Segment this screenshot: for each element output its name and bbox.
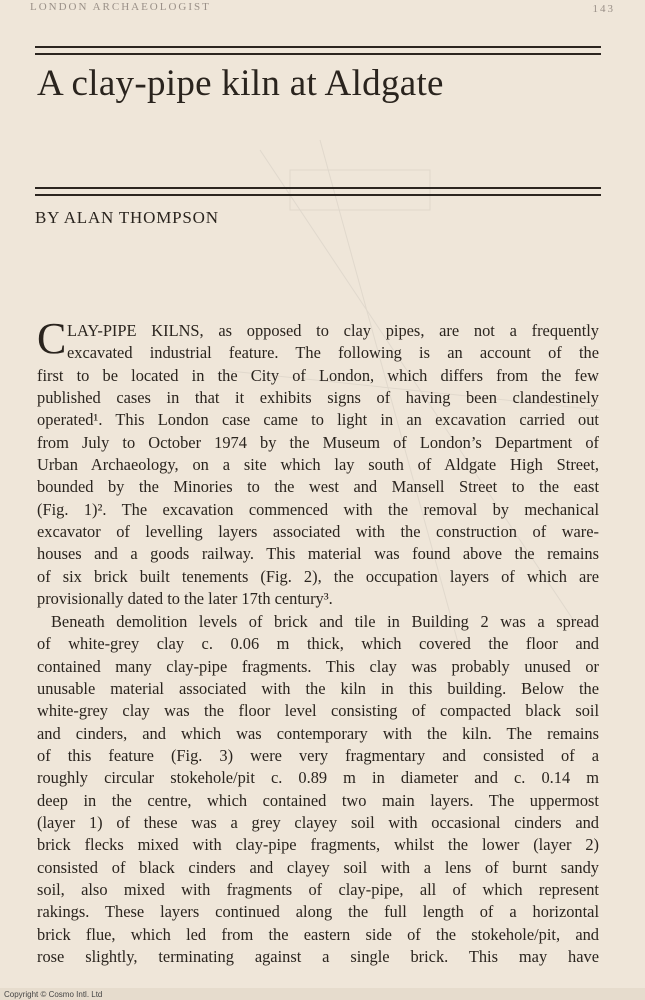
text-line: houses and a goods railway. This material was found above the remains xyxy=(37,544,599,564)
running-head-text: LONDON ARCHAEOLOGIST xyxy=(30,1,211,13)
running-head xyxy=(30,0,615,22)
text-line: brick flecks mixed with clay-pipe fragments, whilst the lower (layer 2) xyxy=(37,835,599,855)
article-title: A clay-pipe kiln at Aldgate xyxy=(37,63,444,104)
text-line: of six brick built tenements (Fig. 2), the occupation layers of which are xyxy=(37,566,599,586)
text-line: excavated industrial feature. The following is an account of the xyxy=(67,343,599,363)
paragraph-2 xyxy=(37,611,599,969)
text-line: operated¹. This London case came to light in an excavation carried out xyxy=(37,410,599,430)
text-line: deep in the centre, which contained two main layers. The uppermost xyxy=(37,790,599,810)
paragraph-1 xyxy=(37,314,599,610)
drop-cap: C xyxy=(37,314,67,363)
text-line: first to be located in the City of London, which differs from the few xyxy=(37,365,599,385)
title-top-rule xyxy=(35,46,601,55)
title-bottom-rule xyxy=(35,187,601,196)
text-line: roughly circular stokehole/pit c. 0.89 m in diameter and c. 0.14 m xyxy=(37,768,599,788)
text-line: white-grey clay was the floor level consisting of compacted black soil xyxy=(37,701,599,721)
text-line: rose slightly, terminating against a single brick. This may have xyxy=(37,947,599,967)
text-line: of white-grey clay c. 0.06 m thick, which covered the floor and xyxy=(37,634,599,654)
text-line: provisionally dated to the later 17th century³. xyxy=(37,589,333,609)
text-line: of this feature (Fig. 3) were very fragmentary and consisted of a xyxy=(37,746,599,766)
copyright-notice: Copyright © Cosmo Intl. Ltd xyxy=(4,990,103,999)
text-line: and cinders, and which was contemporary with the kiln. The remains xyxy=(37,723,599,743)
text-line: rakings. These layers continued along the full length of a horizontal xyxy=(37,902,599,922)
text-line: LAY-PIPE KILNS, as opposed to clay pipes, are not a frequently xyxy=(67,321,599,340)
text-line: brick flue, which led from the eastern side of the stokehole/pit, and xyxy=(37,924,599,944)
text-line: (Fig. 1)². The excavation commenced with the removal by mechanical xyxy=(37,499,599,519)
text-line: Urban Archaeology, on a site which lay south of Aldgate High Street, xyxy=(37,455,599,475)
text-line: bounded by the Minories to the west and Mansell Street to the east xyxy=(37,477,599,497)
text-line: excavator of levelling layers associated with the construction of ware- xyxy=(37,522,599,542)
text-line: Beneath demolition levels of brick and tile in Building 2 was a spread xyxy=(51,612,599,631)
article-byline: BY ALAN THOMPSON xyxy=(35,208,219,227)
text-line: published cases in that it exhibits signs of having been clandestinely xyxy=(37,388,599,408)
text-line: from July to October 1974 by the Museum of London’s Department of xyxy=(37,432,599,452)
text-line: consisted of black cinders and clayey soil with a lens of burnt sandy xyxy=(37,857,599,877)
footer-strip xyxy=(0,988,645,1000)
text-line: (layer 1) of these was a grey clayey soil with occasional cinders and xyxy=(37,813,599,833)
page-number: 143 xyxy=(592,3,615,15)
text-line: contained many clay-pipe fragments. This clay was probably unused or xyxy=(37,656,599,676)
text-line: unusable material associated with the kiln in this building. Below the xyxy=(37,679,599,699)
text-line: soil, also mixed with fragments of clay-pipe, all of which represent xyxy=(37,880,599,900)
